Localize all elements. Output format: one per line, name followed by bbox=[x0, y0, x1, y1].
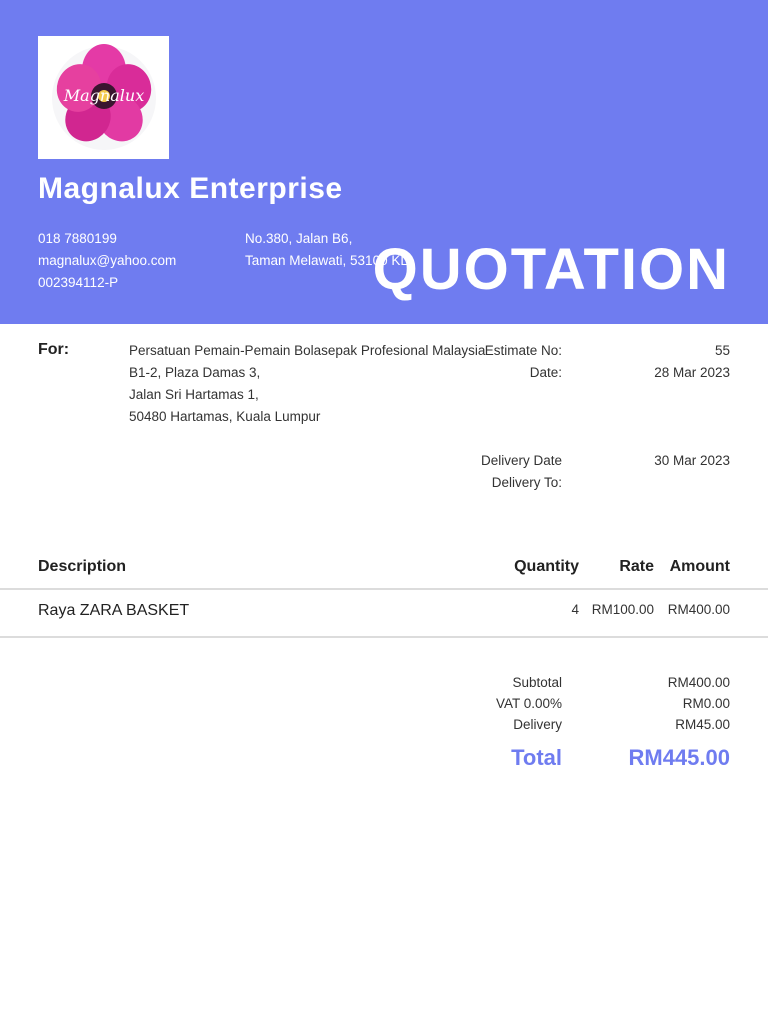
rate-header: Rate bbox=[619, 558, 654, 575]
company-phone: 018 7880199 bbox=[38, 231, 117, 246]
description-header: Description bbox=[38, 558, 127, 575]
company-name: Magnalux Enterprise bbox=[38, 172, 343, 205]
company-logo bbox=[38, 36, 169, 159]
logo-wordmark: Magnalux bbox=[63, 86, 145, 105]
subtotal-value: RM400.00 bbox=[667, 675, 730, 690]
item-amount: RM400.00 bbox=[667, 602, 730, 617]
flower-logo-icon bbox=[38, 36, 169, 159]
client-address bbox=[129, 340, 485, 428]
delivery-label: Delivery bbox=[513, 717, 562, 732]
totals-labels bbox=[496, 672, 562, 735]
delivery-date-label: Delivery Date bbox=[480, 453, 562, 468]
client-line1: Persatuan Pemain-Pemain Bolasepak Profesional Malaysia bbox=[129, 343, 486, 358]
delivery-meta-labels bbox=[481, 450, 562, 494]
client-line4: 50480 Hartamas, Kuala Lumpur bbox=[129, 409, 321, 424]
estimate-meta-values bbox=[654, 340, 730, 384]
item-description: Raya ZARA BASKET bbox=[38, 602, 190, 619]
quantity-header: Quantity bbox=[514, 558, 579, 575]
date-value: 28 Mar 2023 bbox=[654, 365, 730, 380]
estimate-no-value: 55 bbox=[714, 343, 730, 358]
total-label: Total bbox=[511, 745, 562, 770]
subtotal-label: Subtotal bbox=[512, 675, 562, 690]
estimate-no-label: Estimate No: bbox=[484, 343, 562, 358]
item-quantity: 4 bbox=[571, 602, 579, 617]
delivery-meta-values bbox=[654, 450, 730, 494]
vat-value: RM0.00 bbox=[682, 696, 730, 711]
item-rate: RM100.00 bbox=[591, 602, 654, 617]
client-line2: B1-2, Plaza Damas 3, bbox=[129, 365, 261, 380]
date-label: Date: bbox=[529, 365, 562, 380]
delivery-value: RM45.00 bbox=[675, 717, 730, 732]
estimate-meta-labels bbox=[485, 340, 562, 384]
delivery-to-label: Delivery To: bbox=[491, 475, 562, 490]
delivery-to-value bbox=[654, 472, 730, 494]
total-value: RM445.00 bbox=[628, 745, 730, 770]
document-title: QUOTATION bbox=[372, 237, 730, 302]
company-reg-no: 002394112-P bbox=[38, 275, 119, 290]
delivery-date-value: 30 Mar 2023 bbox=[654, 453, 730, 468]
company-address-line1: No.380, Jalan B6, bbox=[245, 231, 353, 246]
company-contact bbox=[38, 228, 176, 294]
header-band bbox=[0, 0, 768, 324]
company-email: magnalux@yahoo.com bbox=[38, 253, 177, 268]
table-row bbox=[0, 590, 768, 638]
company-address-line2: Taman Melawati, 53100 KL bbox=[245, 253, 408, 268]
client-line3: Jalan Sri Hartamas 1, bbox=[129, 387, 259, 402]
totals-values bbox=[668, 672, 730, 735]
for-label: For: bbox=[38, 341, 70, 358]
items-table-header bbox=[0, 556, 768, 590]
vat-label: VAT 0.00% bbox=[495, 696, 562, 711]
amount-header: Amount bbox=[669, 558, 730, 575]
